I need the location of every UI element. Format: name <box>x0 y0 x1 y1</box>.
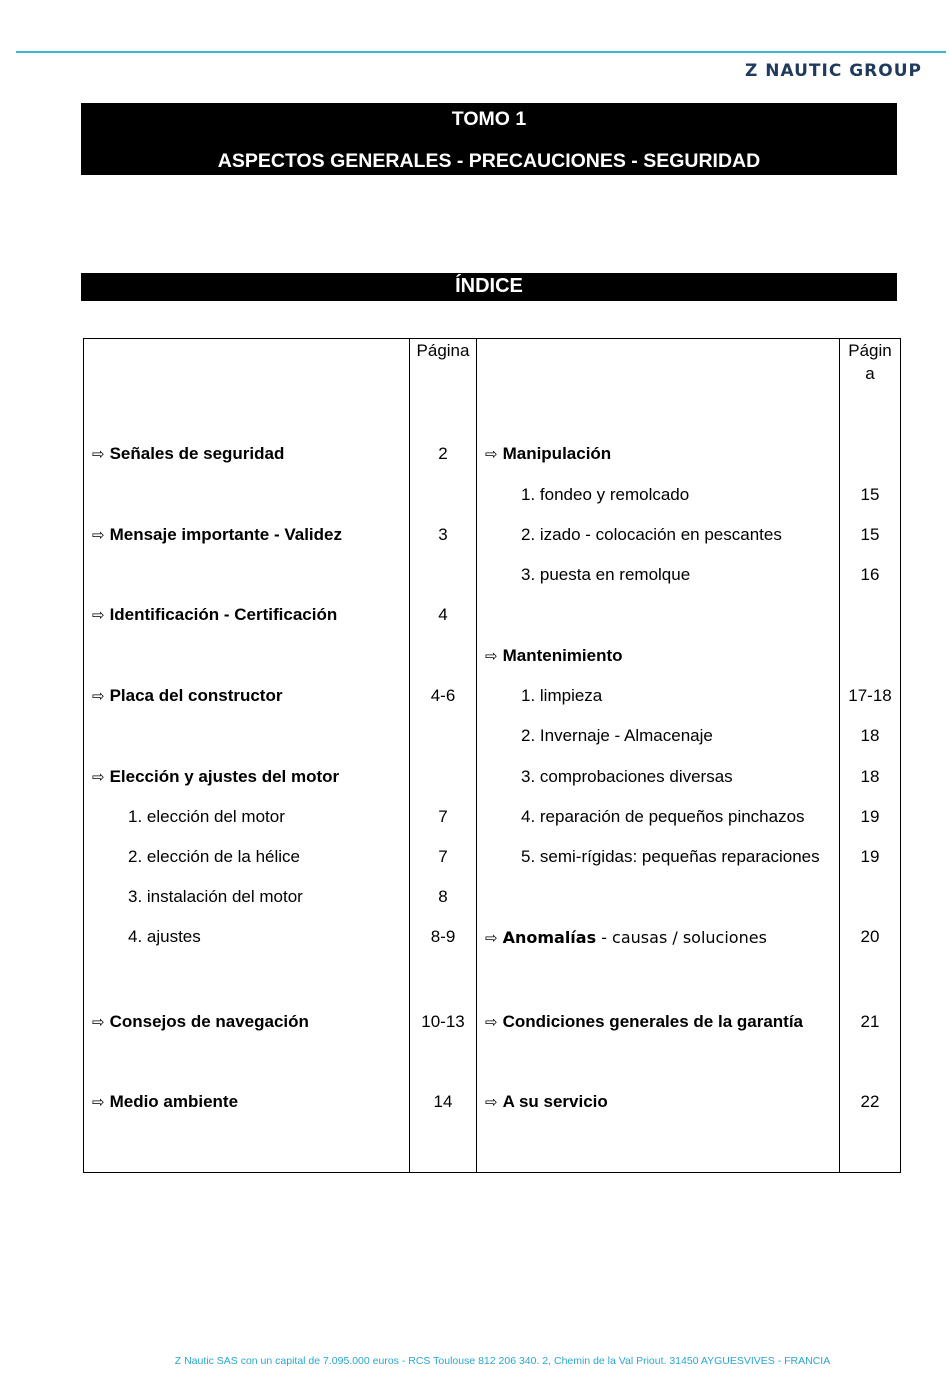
toc-page-number: 15 <box>860 485 880 504</box>
arrow-right-icon: ⇨ <box>485 930 498 947</box>
toc-subentry[interactable]: 3. comprobaciones diversas <box>521 767 733 786</box>
toc-entry-label: Elección y ajustes del motor <box>109 767 340 786</box>
toc-entry[interactable] <box>92 605 337 626</box>
toc-header-page: a <box>865 364 875 383</box>
volume-title-box <box>81 103 897 175</box>
toc-subentry[interactable]: 4. ajustes <box>128 927 201 946</box>
toc-entry[interactable] <box>485 1012 803 1033</box>
toc-page-number: 8 <box>438 887 448 906</box>
toc-page-number: 16 <box>860 565 880 584</box>
toc-page-number: 10-13 <box>421 1012 465 1031</box>
toc-page-number: 15 <box>860 525 880 544</box>
toc-table <box>83 338 901 1173</box>
toc-subentry[interactable]: 1. fondeo y remolcado <box>521 485 690 504</box>
toc-subentry[interactable]: 3. puesta en remolque <box>521 565 691 584</box>
toc-column-divider <box>839 339 840 1172</box>
header-rule <box>16 51 946 53</box>
arrow-right-icon: ⇨ <box>485 446 498 463</box>
toc-entry-label: A su servicio <box>502 1092 608 1111</box>
toc-subentry[interactable]: 4. reparación de pequeños pinchazos <box>521 807 805 826</box>
toc-column-divider <box>476 339 477 1172</box>
toc-page-number: 22 <box>860 1092 880 1111</box>
toc-header-page: Página <box>416 341 470 360</box>
toc-entry-label: Condiciones generales de la garantía <box>502 1012 804 1031</box>
toc-page-number: 19 <box>860 847 880 866</box>
toc-page-number: 4-6 <box>430 686 456 705</box>
arrow-right-icon: ⇨ <box>92 769 105 786</box>
toc-subentry[interactable]: 5. semi-rígidas: pequeñas reparaciones <box>521 847 820 866</box>
arrow-right-icon: ⇨ <box>485 1014 498 1031</box>
toc-page-number: 21 <box>860 1012 880 1031</box>
toc-page-number: 17-18 <box>848 686 892 705</box>
toc-entry-label: Anomalías <box>502 928 597 947</box>
toc-entry-label: Mensaje importante - Validez <box>109 525 342 544</box>
toc-page-number: 7 <box>438 807 448 826</box>
volume-title: TOMO 1 <box>451 108 527 130</box>
toc-page-number: 4 <box>438 605 448 624</box>
toc-entry-label: Manipulación <box>502 444 612 463</box>
toc-entry-label: Placa del constructor <box>109 686 283 705</box>
arrow-right-icon: ⇨ <box>92 607 105 624</box>
toc-entry-label-suffix: - causas / soluciones <box>596 928 767 947</box>
toc-entry[interactable] <box>485 444 611 465</box>
toc-page-number: 8-9 <box>430 927 456 946</box>
toc-entry[interactable] <box>92 1012 309 1033</box>
toc-page-number: 7 <box>438 847 448 866</box>
arrow-right-icon: ⇨ <box>92 1094 105 1111</box>
toc-entry-label: Medio ambiente <box>109 1092 239 1111</box>
toc-entry-label: Identificación - Certificación <box>109 605 338 624</box>
toc-page-number: 2 <box>438 444 448 463</box>
toc-entry[interactable] <box>485 1092 608 1113</box>
toc-page-number: 20 <box>860 927 880 946</box>
arrow-right-icon: ⇨ <box>92 688 105 705</box>
toc-subentry[interactable]: 2. elección de la hélice <box>128 847 301 866</box>
toc-entry-label: Señales de seguridad <box>109 444 285 463</box>
page-footer: Z Nautic SAS con un capital de 7.095.000 euros - RCS Toulouse 812 206 340. 2, Chemin de la Val Priout. 31450 AYGUESVIVES - FRANCIA <box>174 1355 831 1367</box>
arrow-right-icon: ⇨ <box>92 1014 105 1031</box>
toc-page-number: 3 <box>438 525 448 544</box>
arrow-right-icon: ⇨ <box>485 648 498 665</box>
index-heading: ÍNDICE <box>81 273 897 301</box>
toc-page-number: 19 <box>860 807 880 826</box>
arrow-right-icon: ⇨ <box>92 527 105 544</box>
brand-logo-text: Z NAUTIC GROUP <box>745 61 922 81</box>
arrow-right-icon: ⇨ <box>485 1094 498 1111</box>
toc-page-number: 18 <box>860 726 880 745</box>
toc-subentry[interactable]: 1. limpieza <box>521 686 603 705</box>
toc-entry-label: Mantenimiento <box>502 646 623 665</box>
volume-subtitle: ASPECTOS GENERALES - PRECAUCIONES - SEGURIDAD <box>217 150 761 172</box>
toc-subentry[interactable]: 3. instalación del motor <box>128 887 303 906</box>
toc-entry[interactable] <box>92 1092 238 1113</box>
toc-page-number: 14 <box>433 1092 453 1111</box>
toc-entry[interactable] <box>92 767 339 788</box>
toc-entry[interactable] <box>485 928 767 949</box>
toc-page-number: 18 <box>860 767 880 786</box>
toc-subentry[interactable]: 2. Invernaje - Almacenaje <box>521 726 713 745</box>
toc-entry[interactable] <box>485 646 623 667</box>
toc-entry[interactable] <box>92 444 284 465</box>
toc-entry[interactable] <box>92 686 282 707</box>
toc-subentry[interactable]: 1. elección del motor <box>128 807 285 826</box>
toc-subentry[interactable]: 2. izado - colocación en pescantes <box>521 525 782 544</box>
toc-header-page: Págin <box>848 341 892 360</box>
toc-entry-label: Consejos de navegación <box>109 1012 309 1031</box>
toc-entry[interactable] <box>92 525 342 546</box>
arrow-right-icon: ⇨ <box>92 446 105 463</box>
